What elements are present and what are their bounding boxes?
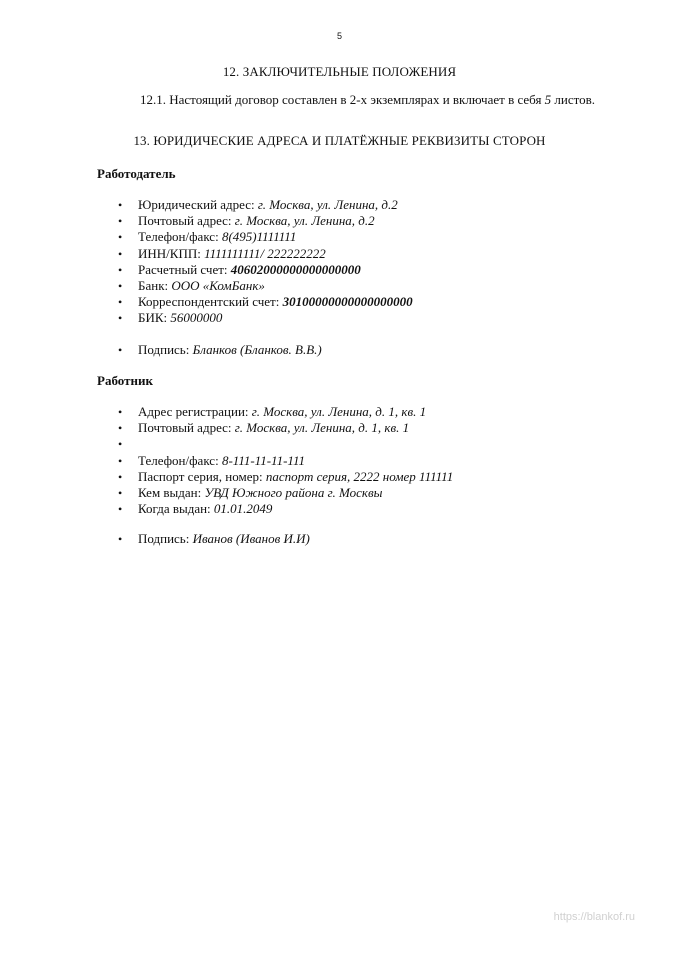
bullet-icon: • [118, 485, 123, 500]
list-item [116, 501, 453, 517]
employee-heading: Работник [97, 373, 153, 388]
item-value: 56000000 [170, 310, 223, 326]
clause-12-1 [140, 92, 595, 108]
list-item [116, 404, 453, 420]
employee-requisites-list [116, 404, 453, 517]
bullet-icon: • [118, 405, 123, 419]
item-label: Юридический адрес: [138, 197, 258, 212]
item-label: Корреспондентский счет: [138, 294, 283, 310]
bullet-icon: • [118, 532, 123, 546]
bullet-icon: • [118, 453, 123, 468]
bullet-icon: • [118, 311, 123, 326]
item-label: Адрес регистрации: [138, 404, 252, 419]
item-value: УВД Южного района г. Москвы [204, 484, 383, 500]
section-13-title: 13. ЮРИДИЧЕСКИЕ АДРЕСА И ПЛАТЁЖНЫЕ РЕКВИЗИТЫ СТОРОН [133, 133, 546, 148]
clause-12-1-text-after: листов. [551, 92, 596, 107]
employer-heading: Работодатель [97, 166, 176, 181]
list-item [116, 294, 413, 310]
list-item [116, 469, 453, 485]
list-item [116, 420, 453, 436]
list-item [116, 278, 413, 294]
item-value: 40602000000000000000 [230, 261, 361, 277]
item-label: Когда выдан: [138, 501, 214, 517]
clause-12-1-pages: 5 [544, 92, 552, 107]
signature-label: Подпись: [138, 531, 193, 546]
item-value: 1111111111/ 222222222 [204, 245, 326, 261]
signature-label: Подпись: [138, 342, 193, 357]
bullet-icon: • [118, 262, 123, 277]
item-label: БИК: [138, 310, 171, 326]
bullet-icon: • [118, 295, 123, 310]
bullet-icon: • [118, 246, 123, 261]
item-value: 8-111-11-11-111 [221, 452, 305, 468]
employer-requisites-list [116, 197, 413, 327]
item-value: ООО «КомБанк» [171, 277, 265, 293]
signature-value: Иванов (Иванов И.И) [192, 531, 310, 546]
item-value: 01.01.2049 [213, 501, 273, 517]
signature-value: Бланков (Бланков. В.В.) [192, 342, 322, 357]
list-item [116, 436, 453, 452]
list-item [116, 342, 322, 358]
employer-signature-list [116, 342, 322, 358]
bullet-icon: • [118, 198, 123, 212]
section-12-title: 12. ЗАКЛЮЧИТЕЛЬНЫЕ ПОЛОЖЕНИЯ [222, 64, 457, 79]
list-item [116, 246, 413, 262]
list-item [116, 310, 413, 326]
item-label: Телефон/факс: [138, 452, 222, 468]
item-value: г. Москва, ул. Ленина, д.2 [257, 197, 398, 212]
list-item [116, 453, 453, 469]
list-item [116, 262, 413, 278]
item-label: Почтовый адрес: [138, 213, 235, 229]
bullet-icon: • [118, 278, 123, 293]
list-item [116, 213, 413, 229]
item-value: г. Москва, ул. Ленина, д. 1, кв. 1 [251, 404, 427, 419]
bullet-icon: • [118, 437, 123, 452]
item-label: Расчетный счет: [138, 261, 231, 277]
page-number: 5 [336, 31, 342, 41]
list-item [116, 229, 413, 245]
bullet-icon: • [118, 230, 123, 245]
bullet-icon: • [118, 502, 123, 517]
list-item [116, 531, 310, 547]
list-item [116, 485, 453, 501]
item-label: Банк: [138, 277, 172, 293]
bullet-icon: • [118, 421, 123, 436]
bullet-icon: • [118, 214, 123, 229]
watermark-link[interactable]: https://blankof.ru [553, 911, 635, 923]
item-label: ИНН/КПП: [138, 245, 205, 261]
item-label: Почтовый адрес: [138, 420, 235, 436]
item-value: 8(495)1111111 [221, 229, 297, 245]
item-label: Паспорт серия, номер: [138, 468, 266, 484]
bullet-icon: • [118, 343, 123, 357]
employee-signature-list [116, 531, 310, 547]
item-value: г. Москва, ул. Ленина, д. 1, кв. 1 [234, 420, 410, 436]
item-value: паспорт серия, 2222 номер 111111 [265, 468, 454, 484]
item-label: Телефон/факс: [138, 229, 222, 245]
item-label: Кем выдан: [138, 484, 205, 500]
bullet-icon: • [118, 469, 123, 484]
item-value: г. Москва, ул. Ленина, д.2 [234, 213, 375, 229]
list-item [116, 197, 413, 213]
clause-12-1-text-before: 12.1. Настоящий договор составлен в 2-х экземплярах и включает в себя [140, 92, 545, 107]
item-value: 30100000000000000000 [282, 294, 413, 310]
